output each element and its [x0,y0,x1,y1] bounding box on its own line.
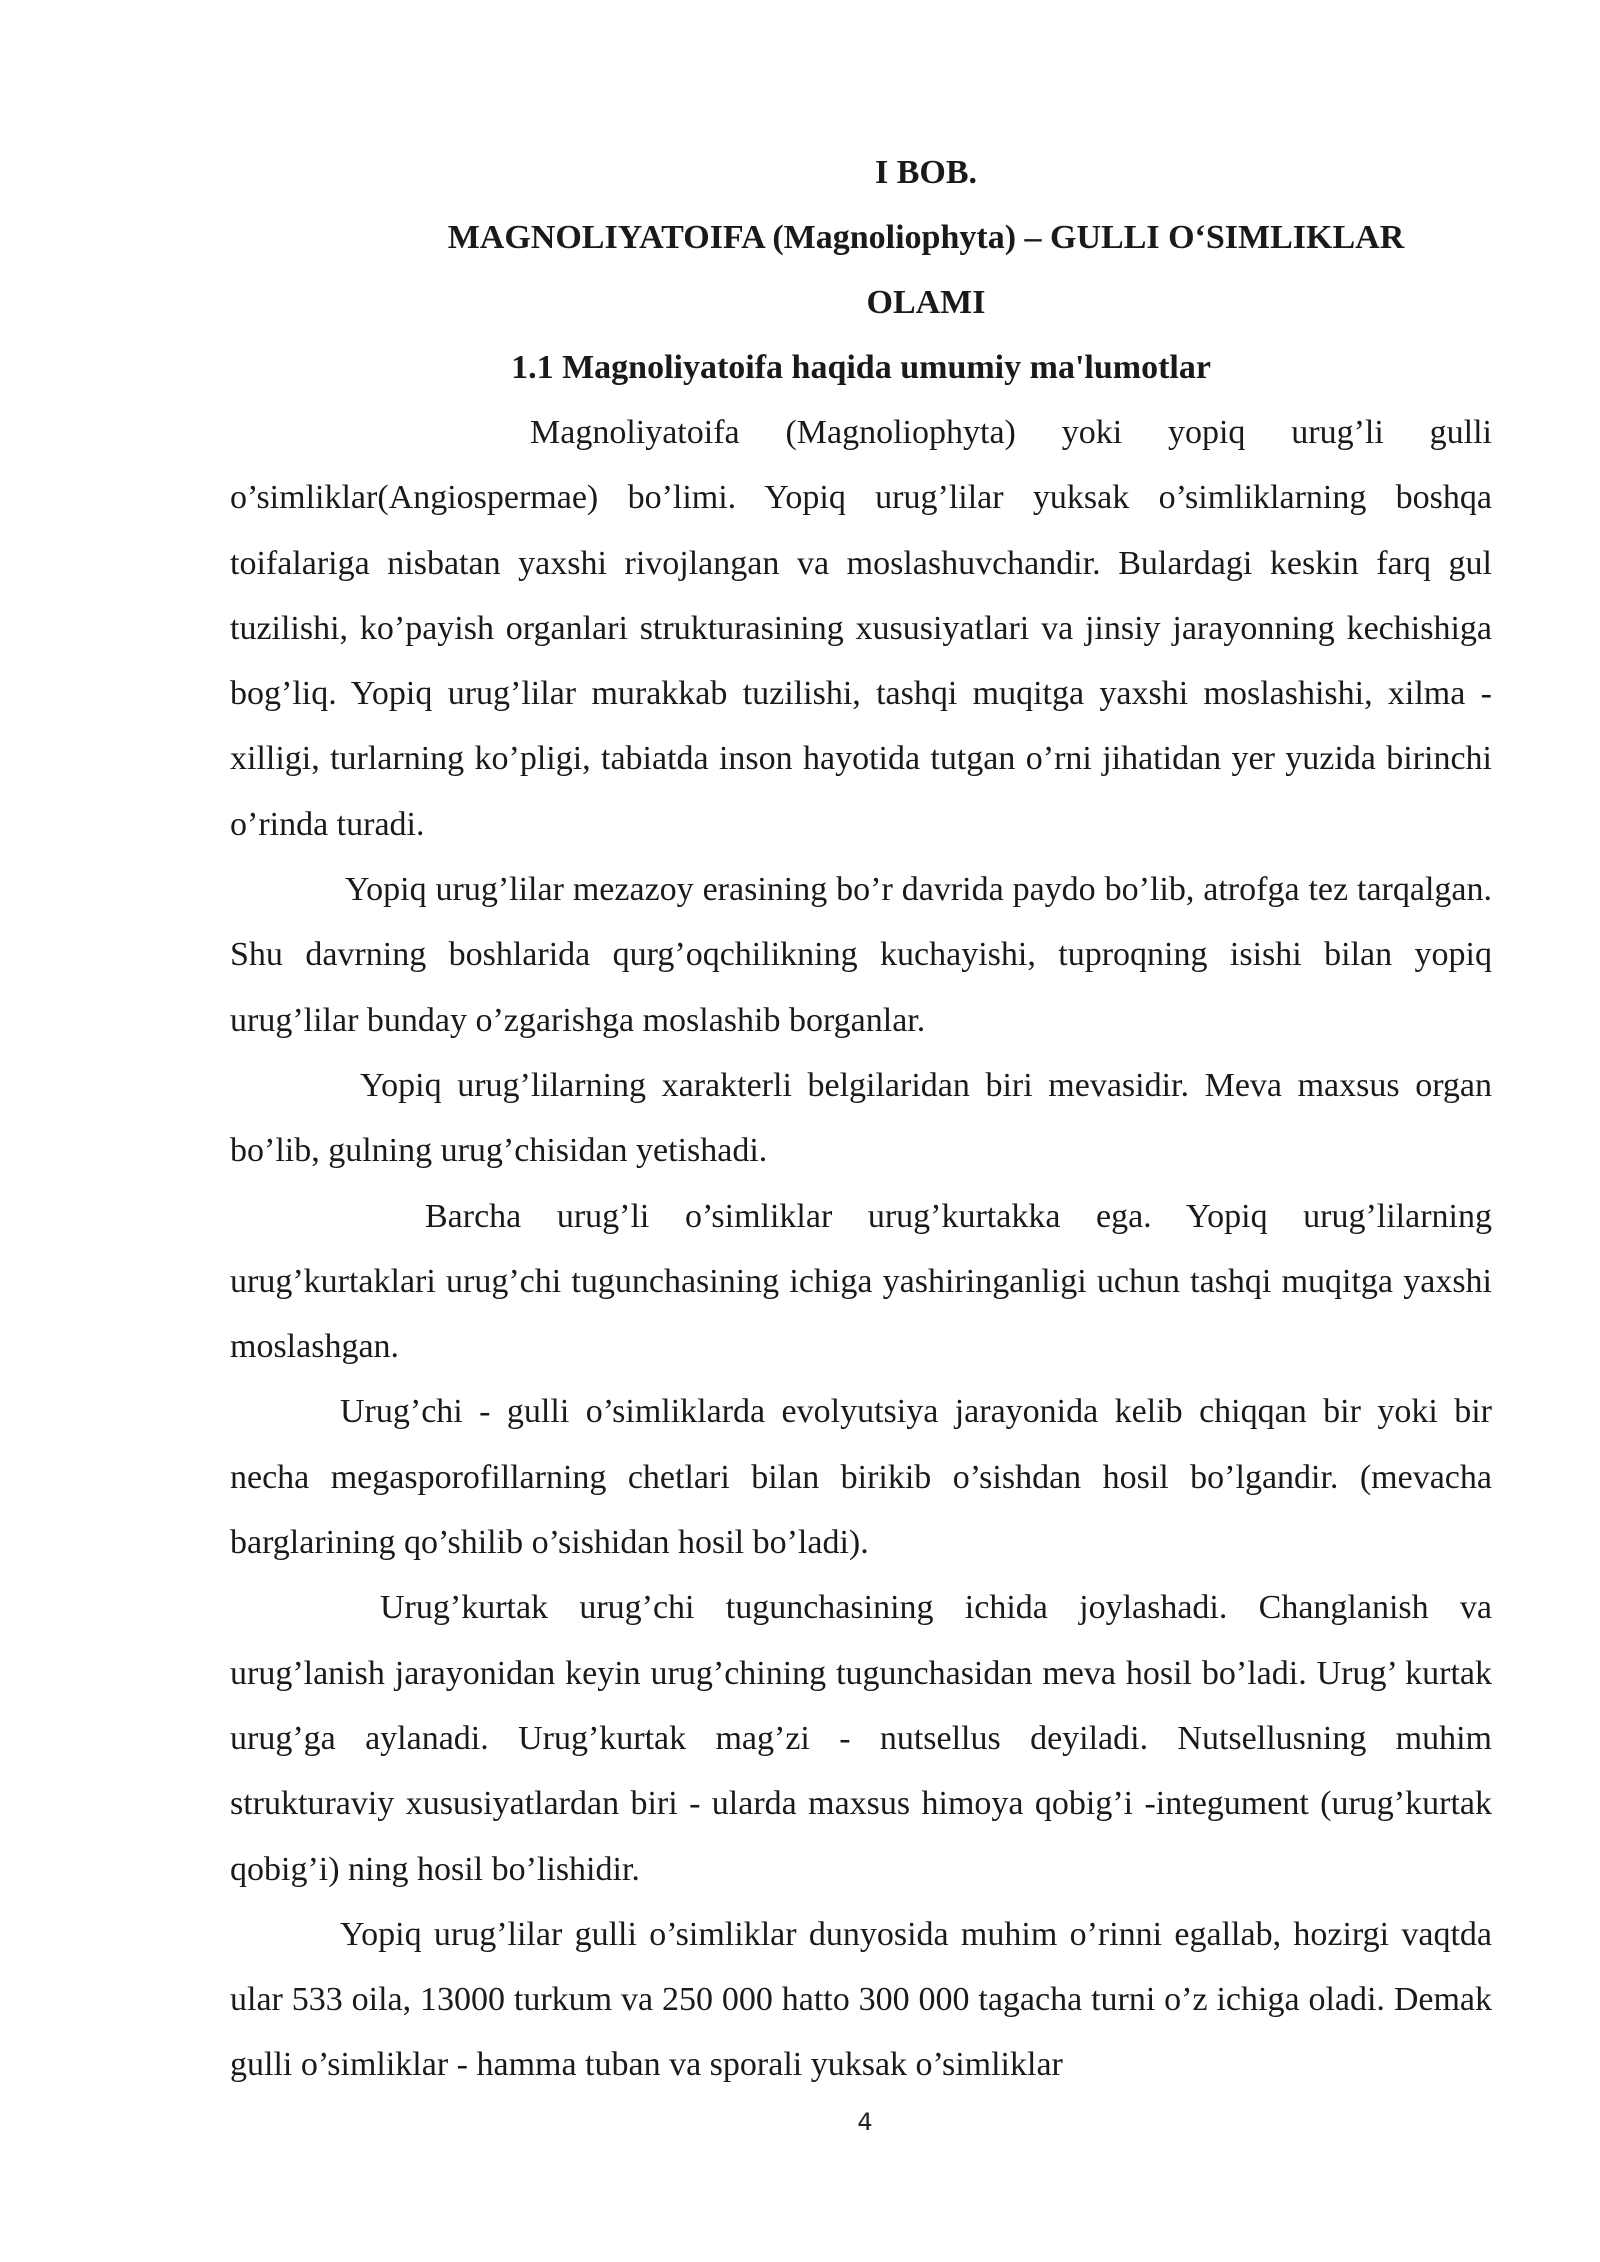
document-page [230,140,1492,2098]
page-number: 4 [857,2108,873,2136]
paragraph-5: Urug’chi - gulli o’simliklarda evolyutsiya jarayonida kelib chiqqan bir yoki bir necha megasporofillarning chetlari bilan birikib o’sishdan hosil bo’lgandir. (mevacha barglarining qo’shilib o’sishidan hosil bo’ladi). [230,1393,1492,1562]
chapter-heading: I BOB. [874,154,978,191]
section-heading: 1.1 Magnoliyatoifa haqida umumiy ma'lumotlar [511,349,1211,386]
paragraph-2: Yopiq urug’lilar mezazoy erasining bo’r davrida paydo bo’lib, atrofga tez tarqalgan. Shu davrning boshlarida qurg’oqchilikning kuchayishi, tuproqning isishi bilan yopiq urug’lilar bunday o’zgarishga moslashib borganlar. [230,871,1492,1039]
paragraph-4: Barcha urug’li o’simliklar urug’kurtakka ega. Yopiq urug’lilarning urug’kurtaklari urug’chi tugunchasining ichiga yashiringanligi uchun tashqi muqitga yaxshi moslashgan. [230,1197,1492,1366]
paragraph-6: Urug’kurtak urug’chi tugunchasining ichida joylashadi. Changlanish va urug’lanish jarayonidan keyin urug’chining tugunchasidan meva hosil bo’ladi. Urug’ kurtak urug’ga aylanadi. Urug’kurtak mag’zi - nutsellus deyiladi. Nutsellusning muhim strukturaviy xususiyatlardan biri - ularda maxsus himoya qobig’i -integument (urug’kurtak qobig’i) ning hosil bo’lishidir. [230,1589,1492,1888]
paragraph-3: Yopiq urug’lilarning xarakterli belgilaridan biri mevasidir. Meva maxsus organ bo’lib, gulning urug’chisidan yetishadi. [230,1066,1492,1170]
paragraph-7: Yopiq urug’lilar gulli o’simliklar dunyosida muhim o’rinni egallab, hozirgi vaqtda ular 533 oila, 13000 turkum va 250 000 hatto 300 000 tagacha turni o’z ichiga oladi. Demak gulli o’simliklar - hamma tuban va sporali yuksak o’simliklar [230,1915,1492,2084]
paragraph-1: Magnoliyatoifa (Magnoliophyta) yoki yopiq urug’li gulli o’simliklar(Angiospermae) bo’limi. Yopiq urug’lilar yuksak o’simliklarning boshqa toifalariga nisbatan yaxshi rivojlangan va moslashuvchandir. Bulardagi keskin farq gul tuzilishi, ko’payish organlari strukturasining xususiyatlari va jinsiy jarayonning kechishiga bog’liq. Yopiq urug’lilar murakkab tuzilishi, tashqi muqitga yaxshi moslashishi, xilma -xilligi, turlarning ko’pligi, tabiatda inson hayotida tutgan o’rni jihatidan yer yuzida birinchi o’rinda turadi. [230,414,1492,843]
chapter-title-line-1: MAGNOLIYATOIFA (Magnoliophyta) – GULLI O‘SIMLIKLAR [447,219,1405,256]
chapter-title-line-2: OLAMI [866,284,986,321]
